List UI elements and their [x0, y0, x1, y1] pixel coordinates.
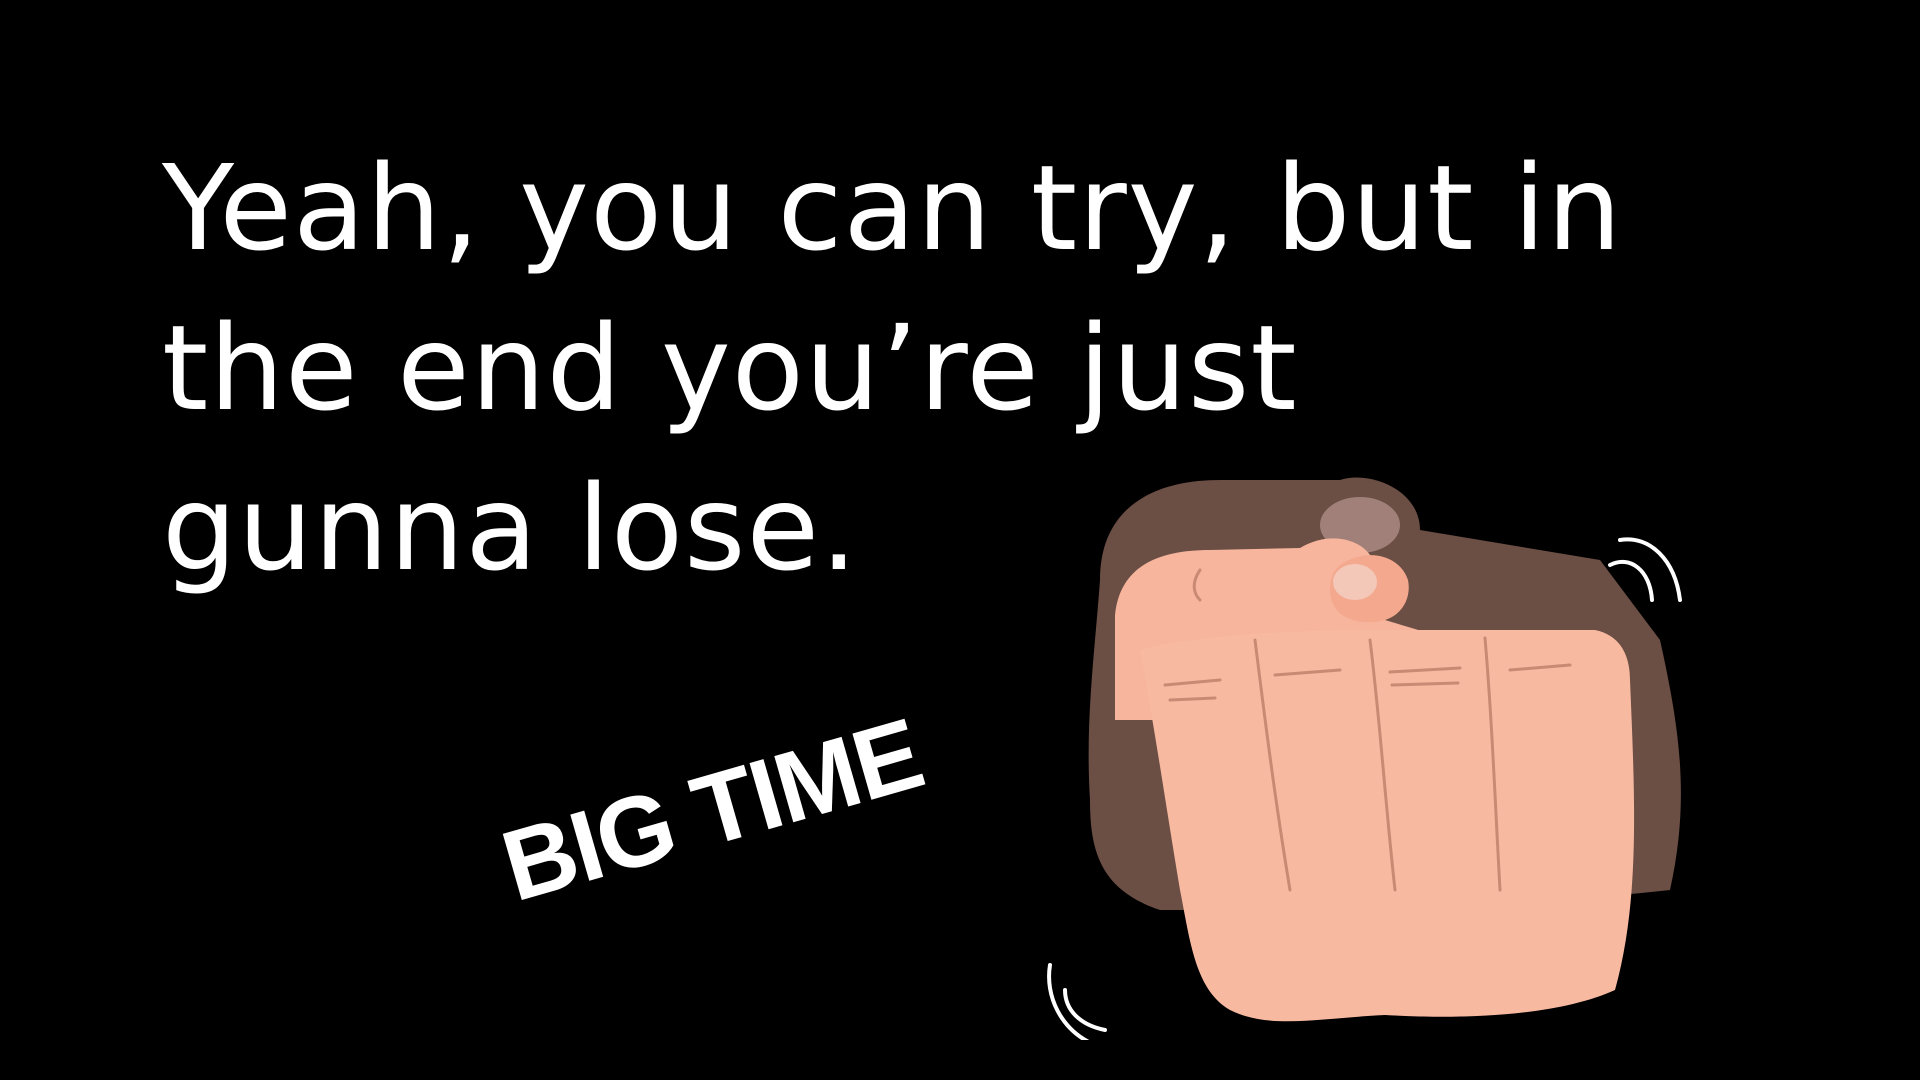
- big-time-label: BIG TIME: [490, 697, 934, 924]
- caption-line-1: Yeah, you can try, but in: [162, 139, 1623, 277]
- caption-line-3: gunna lose.: [162, 459, 859, 597]
- fist-illustration: [1040, 470, 1740, 1040]
- caption-line-2: the end you’re just: [162, 299, 1298, 437]
